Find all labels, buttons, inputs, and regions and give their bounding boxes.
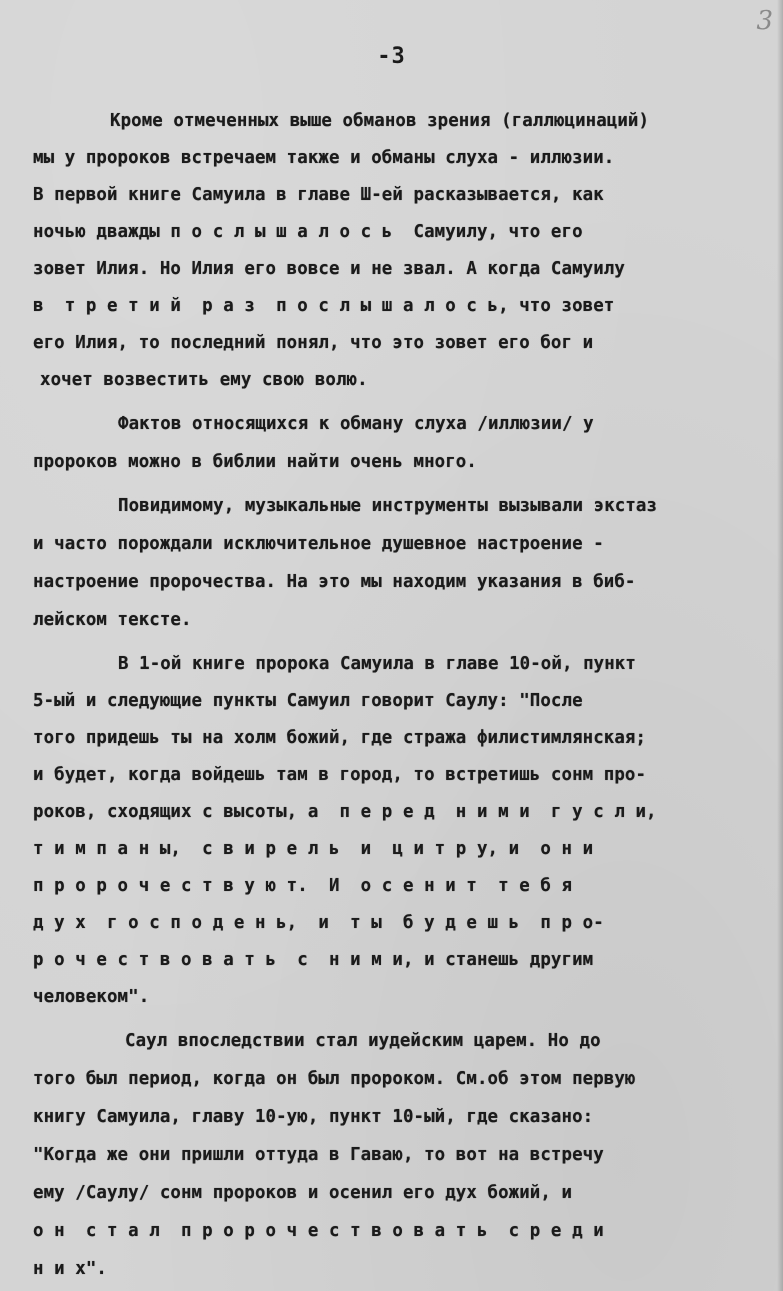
text-line: его Илия, то последний понял, что это зовет его бог и <box>33 333 594 353</box>
text-line: Фактов относящихся к обману слуха /иллюзии/ у <box>118 414 594 434</box>
text-line: и будет, когда войдешь там в город, то встретишь сонм про- <box>33 765 647 785</box>
text-line: лейском тексте. <box>33 610 192 630</box>
text-line: 5-ый и следующие пункты Самуил говорит Саулу: "После <box>33 691 583 711</box>
text-line: ему /Саулу/ сонм пророков и осенил его дух божий, и <box>33 1183 573 1203</box>
page-number: -3 <box>377 44 406 69</box>
text-line: того был период, когда он был пророком. См.об этом первую <box>33 1069 636 1089</box>
text-line: Саул впоследствии стал иудейским царем. Но до <box>125 1031 601 1051</box>
text-line: п р о р о ч е с т в у ю т. И о с е н и т т е б я <box>33 876 573 896</box>
text-line: книгу Самуила, главу 10-ую, пункт 10-ый, где сказано: <box>33 1107 594 1127</box>
text-line: В первой книге Самуила в главе Ш-ей расказывается, как <box>33 185 604 205</box>
text-line: "Когда же они пришли оттуда в Гаваю, то вот на встречу <box>33 1145 604 1165</box>
text-line: в т р е т и й р а з п о с л ы ш а л о с ь, что зовет <box>33 296 615 316</box>
text-line: о н с т а л п р о р о ч е с т в о в а т ь с р е д и <box>33 1221 604 1241</box>
page-edge-shadow <box>777 0 783 1291</box>
text-line: человеком". <box>33 987 150 1007</box>
text-line: настроение пророчества. На это мы находим указания в биб- <box>33 572 636 592</box>
text-line: роков, сходящих с высоты, а п е р е д н и м и г у с л и, <box>33 802 657 822</box>
handwritten-page-mark: 3 <box>756 6 773 36</box>
text-line: В 1-ой книге пророка Самуила в главе 10-ой, пункт <box>118 654 636 674</box>
text-line: р о ч е с т в о в а т ь с н и м и, и станешь другим <box>33 950 594 970</box>
text-line: и часто порождали исключительное душевное настроение - <box>33 534 604 554</box>
text-line: того придешь ты на холм божий, где стража филистимлянская; <box>33 728 647 748</box>
text-line: н и х". <box>33 1259 107 1279</box>
text-line: Кроме отмеченных выше обманов зрения (галлюцинаций) <box>110 111 650 131</box>
text-line: пророков можно в библии найти очень много. <box>33 452 477 472</box>
text-line: зовет Илия. Но Илия его вовсе и не звал. А когда Самуилу <box>33 259 625 279</box>
text-line: мы у пророков встречаем также и обманы слуха - иллюзии. <box>33 148 615 168</box>
text-line: хочет возвестить ему свою волю. <box>40 370 368 390</box>
text-line: т и м п а н ы, с в и р е л ь и ц и т р у, и о н и <box>33 839 594 859</box>
text-line: Повидимому, музыкальные инструменты вызывали экстаз <box>118 496 658 516</box>
text-line: ночью дважды п о с л ы ш а л о с ь Самуилу, что его <box>33 222 583 242</box>
text-line: д у х г о с п о д е н ь, и т ы б у д е ш ь п р о- <box>33 913 604 933</box>
